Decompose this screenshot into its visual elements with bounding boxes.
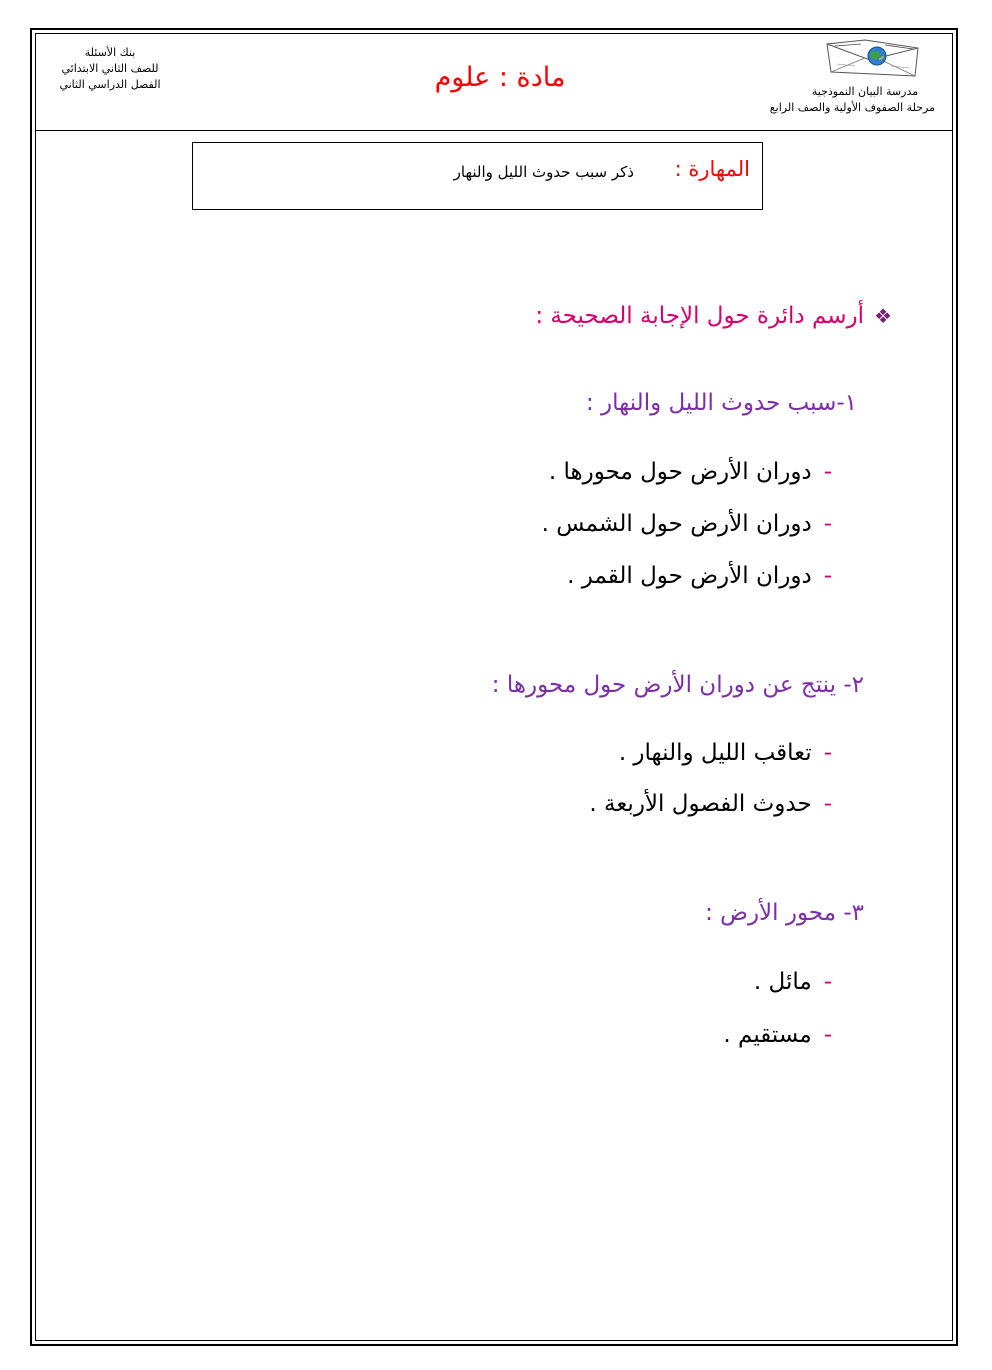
question-3-title: ٣- محور الأرض : (705, 900, 864, 926)
question-2-option-1[interactable] (619, 740, 832, 766)
question-1-title: ١-سبب حدوث الليل والنهار : (585, 390, 857, 416)
school-name: مدرسة البيان النموذجية (811, 85, 919, 98)
school-stage: مرحلة الصفوف الأولية والصف الرابع (769, 101, 935, 114)
question-1-option-1[interactable] (549, 459, 832, 485)
dash-marker: - (823, 969, 832, 995)
subject-title: مادة : علوم (434, 62, 566, 93)
question-2-option-2[interactable] (589, 791, 832, 817)
header-divider (35, 130, 953, 131)
skill-label: المهارة : (674, 157, 750, 181)
option-text: تعاقب الليل والنهار . (618, 740, 812, 766)
instruction (535, 303, 892, 329)
dash-marker: - (823, 740, 832, 766)
dash-marker: - (823, 459, 832, 485)
semester-line: الفصل الدراسي الثاني (59, 78, 161, 91)
skill-text: ذكر سبب حدوث الليل والنهار (453, 163, 634, 181)
question-2-title: ٢- ينتج عن دوران الأرض حول محورها : (491, 672, 864, 698)
question-3-option-2[interactable] (723, 1022, 832, 1048)
option-text: حدوث الفصول الأربعة . (589, 791, 812, 817)
dash-marker: - (823, 563, 832, 589)
option-text: دوران الأرض حول الشمس . (541, 511, 812, 537)
diamond-bullet-icon: ❖ (874, 304, 892, 328)
question-bank-line: بنك الأسئلة (84, 46, 136, 59)
question-1-option-2[interactable] (542, 511, 832, 537)
school-logo-icon (825, 36, 920, 80)
instruction-text: أرسم دائرة حول الإجابة الصحيحة : (535, 303, 865, 329)
option-text: دوران الأرض حول محورها . (548, 459, 812, 485)
skill-box (192, 142, 763, 210)
dash-marker: - (823, 791, 832, 817)
dash-marker: - (823, 1022, 832, 1048)
question-1-option-3[interactable] (567, 563, 832, 589)
question-bank-info (40, 45, 180, 93)
question-3-option-1[interactable] (754, 969, 832, 995)
school-info (730, 36, 960, 116)
option-text: مستقيم . (723, 1022, 812, 1048)
grade-line: للصف الثاني الابتدائي (61, 62, 159, 75)
option-text: دوران الأرض حول القمر . (567, 563, 812, 589)
option-text: مائل . (753, 969, 812, 995)
dash-marker: - (823, 511, 832, 537)
